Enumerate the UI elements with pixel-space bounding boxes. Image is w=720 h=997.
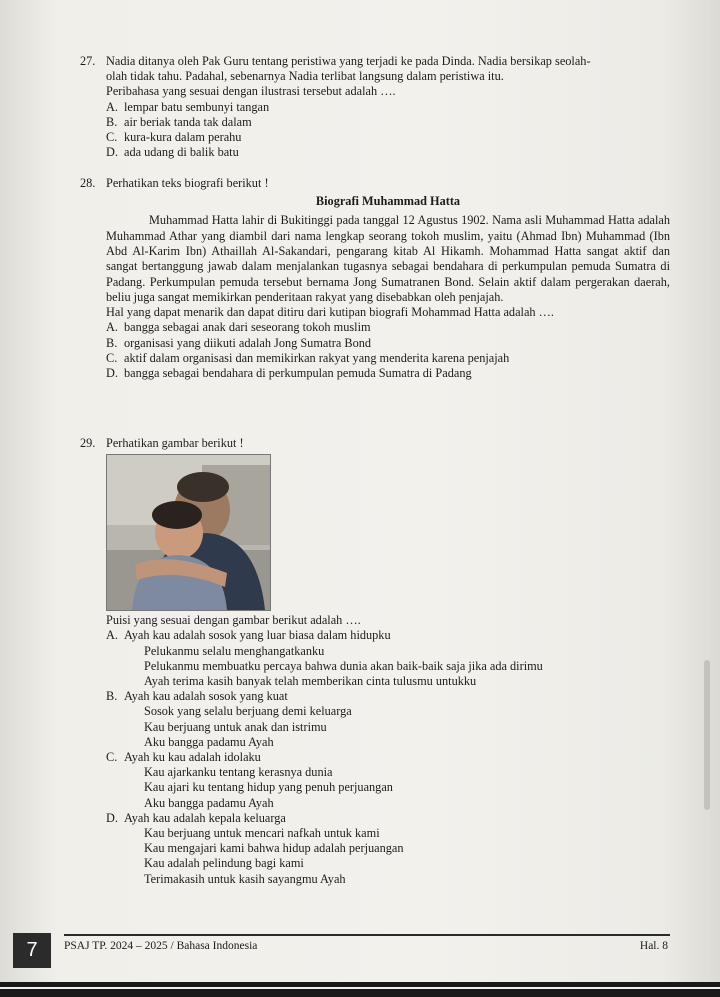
poem-line: Kau ajarkanku tentang kerasnya dunia (144, 765, 333, 780)
question-prompt: Puisi yang sesuai dengan gambar berikut adalah …. (106, 613, 361, 628)
option-b[interactable]: B. organisasi yang diikuti adalah Jong Sumatra Bond (106, 335, 372, 350)
question-number: 28. (80, 176, 96, 190)
poem-line: Ayah kau adalah sosok yang kuat (124, 689, 288, 704)
question-stem-line: Peribahasa yang sesuai dengan ilustrasi tersebut adalah …. (106, 84, 396, 99)
poem-line: Aku bangga padamu Ayah (144, 734, 274, 749)
option-c[interactable]: C. kura-kura dalam perahu (106, 130, 242, 145)
question-number: 29. (80, 436, 96, 450)
poem-line: Ayah terima kasih banyak telah memberikan cinta tulusmu untukku (144, 674, 477, 689)
footer-rule (64, 934, 670, 936)
option-b[interactable]: B. Ayah kau adalah sosok yang kuat Sosok yang selalu berjuang demi keluarga Kau berjuang untuk anak dan istrimu Aku bangga padamu Ayah (106, 689, 670, 750)
option-d[interactable]: D. bangga sebagai bendahara di perkumpulan pemuda Sumatra di Padang (106, 366, 472, 380)
option-a[interactable]: A. Ayah kau adalah sosok yang luar biasa dalam hidupku Pelukanmu selalu menghangatkanku Pelukanmu membuatku percaya bahwa dunia akan baik-baik saja jika ada dirimu Ayah terima kasih banyak telah memberikan cinta tulusmu untukku (106, 628, 670, 689)
poem-line: Kau berjuang untuk mencari nafkah untuk kami (144, 826, 380, 841)
poem-line: Sosok yang selalu berjuang demi keluarga (144, 704, 352, 719)
question-29 (80, 436, 670, 887)
page-badge: 7 (13, 933, 51, 968)
poem-line: Terimakasih untuk kasih sayangmu Ayah (144, 871, 346, 886)
option-a[interactable]: A. lempar batu sembunyi tangan (106, 99, 270, 114)
option-c[interactable]: C. aktif dalam organisasi dan memikirkan rakyat yang menderita karena penjajah (106, 350, 510, 365)
option-c[interactable]: C. Ayah ku kau adalah idolaku Kau ajarkanku tentang kerasnya dunia Kau ajari ku tentang hidup yang penuh perjuangan Aku bangga padamu Ayah (106, 750, 670, 811)
poem-line: Ayah kau adalah kepala keluarga (124, 810, 286, 825)
biography-title: Biografi Muhammad Hatta (315, 194, 461, 209)
poem-line: Pelukanmu membuatku percaya bahwa dunia akan baik-baik saja jika ada dirimu (144, 658, 543, 673)
poem-line: Ayah kau adalah sosok yang luar biasa dalam hidupku (124, 628, 391, 643)
poem-line: Pelukanmu selalu menghangatkanku (144, 643, 325, 658)
option-b[interactable]: B. air beriak tanda tak dalam (106, 114, 252, 129)
poem-line: Kau ajari ku tentang hidup yang penuh perjuangan (144, 780, 393, 795)
question-stem-line: Nadia ditanya oleh Pak Guru tentang peristiwa yang terjadi ke pada Dinda. Nadia bersikap seolah- (106, 54, 591, 68)
poem-line: Aku bangga padamu Ayah (144, 795, 274, 810)
poem-line: Ayah ku kau adalah idolaku (124, 750, 261, 765)
footer-page-number: Hal. 8 (639, 940, 668, 952)
page-edge-shadow (704, 660, 710, 810)
question-stem: Perhatikan gambar berikut ! (106, 436, 244, 450)
question-number: 27. (80, 54, 96, 68)
question-stem-line: olah tidak tahu. Padahal, sebenarnya Nadia terlibat langsung dalam peristiwa itu. (106, 69, 504, 84)
question-stem: Perhatikan teks biografi berikut ! (106, 176, 269, 190)
biography-paragraph: Muhammad Hatta lahir di Bukitinggi pada tanggal 12 Agustus 1902. Nama asli Muhammad Hatta adalah Muhammad Athar yang diambil dari nama lengkap seorang tokoh muslim, yaitu (Ahmad Ibn) Muhammad (Ibn Abd Al-Karim Ibn) Athaillah Al-Sakandari, pengarang kitab Al Hikamh. Mohammad Hatta sangat aktif dan sangat bertanggung jawab dalam menjalankan tugasnya sebagai bendahara di perkumpulan pemuda Sumatra di Padang. Perkumpulan pemuda tersebut bernama Jong Sumatranen Bond. Selain aktif dalam pergerakan daerah, beliu juga sangat memikirkan penderitaan rakyat yang disebabkan oleh penjajah. (106, 213, 670, 304)
poem-line: Kau mengajari kami bahwa hidup adalah perjuangan (144, 841, 404, 856)
father-hugging-son-photo (106, 454, 271, 611)
bottom-line (0, 987, 720, 989)
option-d[interactable]: D. Ayah kau adalah kepala keluarga Kau berjuang untuk mencari nafkah untuk kami Kau mengajari kami bahwa hidup adalah perjuangan Kau adalah pelindung bagi kami Terimakasih untuk kasih sayangmu Ayah (106, 811, 670, 887)
poem-line: Kau adalah pelindung bagi kami (144, 856, 304, 871)
poem-line: Kau berjuang untuk anak dan istrimu (144, 719, 327, 734)
option-a[interactable]: A. bangga sebagai anak dari seseorang tokoh muslim (106, 320, 371, 335)
footer-subject: PSAJ TP. 2024 – 2025 / Bahasa Indonesia (64, 940, 258, 952)
option-d[interactable]: D. ada udang di balik batu (106, 145, 239, 160)
question-27 (80, 54, 670, 160)
question-prompt: Hal yang dapat menarik dan dapat ditiru dari kutipan biografi Mohammad Hatta adalah …. (106, 305, 555, 320)
question-28 (80, 176, 670, 381)
bottom-band (0, 982, 720, 997)
